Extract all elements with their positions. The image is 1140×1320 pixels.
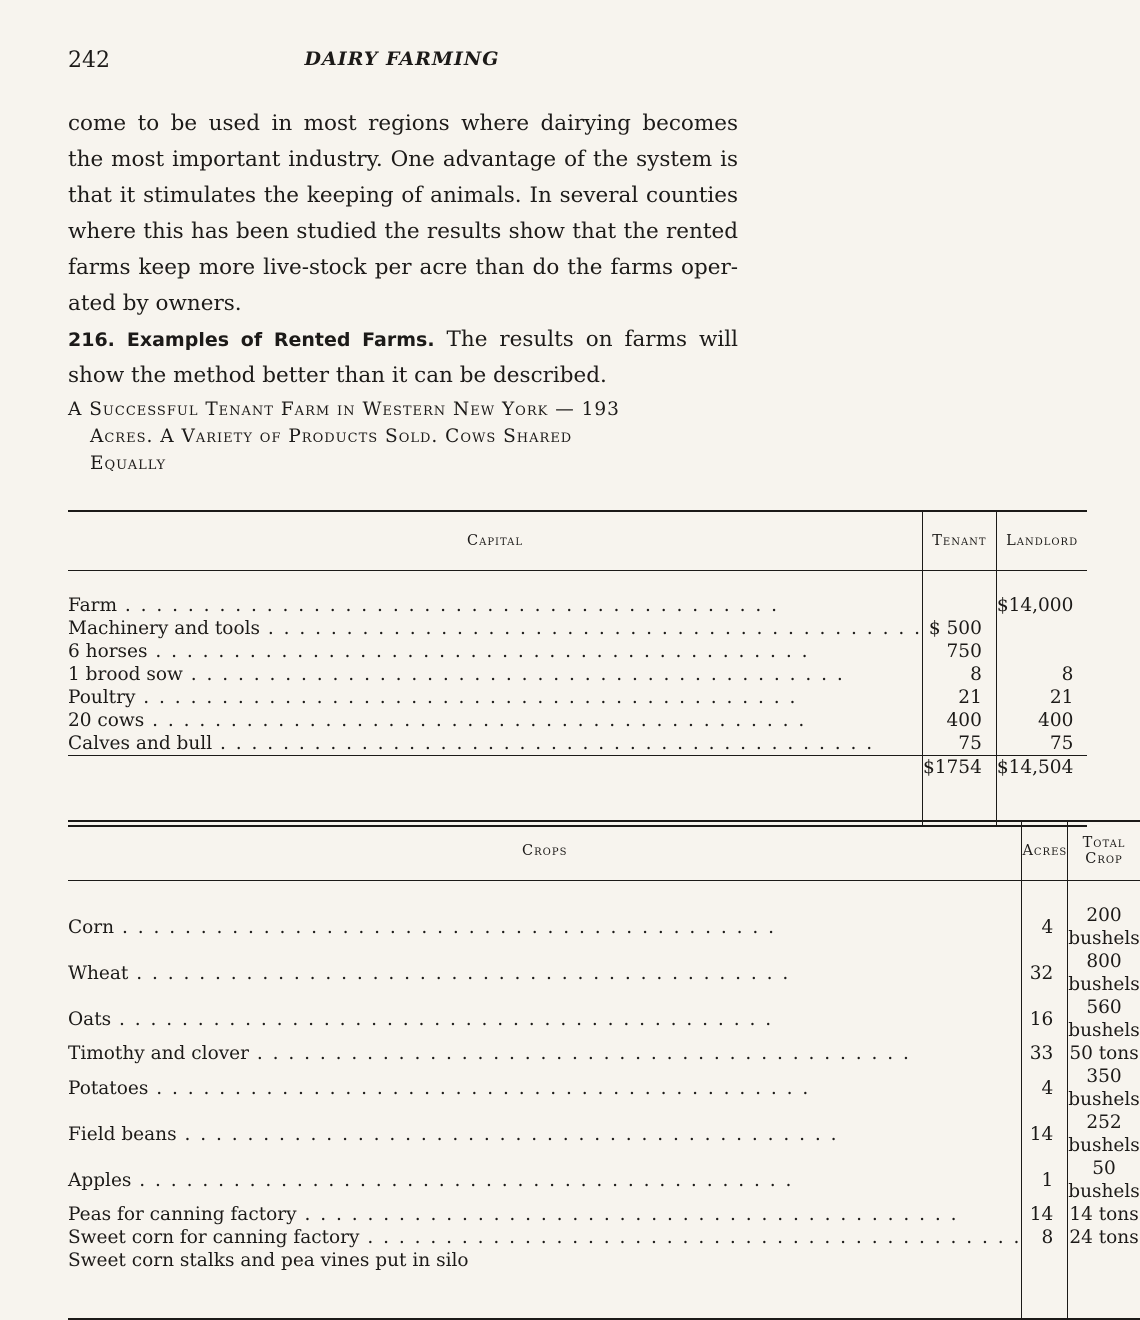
crop-label: Peas for canning factory bbox=[68, 1204, 297, 1225]
dot-leader bbox=[177, 1124, 839, 1145]
total-crop-value: 14 tons bbox=[1069, 1204, 1139, 1225]
landlord-value bbox=[996, 640, 1087, 663]
totals-row bbox=[68, 756, 1087, 780]
total-crop-value: 24 tons bbox=[1069, 1227, 1139, 1248]
landlord-value bbox=[996, 617, 1087, 640]
dot-leader bbox=[111, 1009, 773, 1030]
item-label: Farm bbox=[68, 595, 117, 616]
capital-item bbox=[68, 663, 922, 686]
page-number: 242 bbox=[68, 48, 110, 73]
table-row bbox=[68, 1157, 1140, 1203]
total-landlord: $14,504 bbox=[996, 756, 1087, 780]
total-crop-value: 350 bushels bbox=[1068, 1066, 1140, 1110]
crop-label: Apples bbox=[68, 1169, 132, 1191]
table-row bbox=[68, 594, 1087, 617]
table-row bbox=[68, 617, 1087, 640]
crop-label: Corn bbox=[68, 916, 115, 938]
acres-value: 8 bbox=[1022, 1226, 1068, 1249]
total-crop-value: 200 bushels bbox=[1068, 905, 1140, 949]
dot-leader bbox=[297, 1204, 959, 1225]
item-label: Machinery and tools bbox=[68, 618, 260, 639]
total-crop-value bbox=[1068, 1249, 1140, 1272]
crop-item bbox=[68, 1042, 1022, 1065]
total-crop-value: 560 bushels bbox=[1068, 997, 1140, 1041]
tenant-value: 21 bbox=[922, 686, 996, 709]
acres-value: 4 bbox=[1022, 904, 1068, 950]
totals-label bbox=[68, 756, 922, 780]
dot-leader bbox=[135, 687, 797, 708]
table-row bbox=[68, 709, 1087, 732]
crop-label: Field beans bbox=[68, 1123, 177, 1145]
column-header-crops: Crops bbox=[68, 821, 1022, 881]
tenant-value bbox=[922, 594, 996, 617]
landlord-value: 400 bbox=[996, 709, 1087, 732]
acres-value: 14 bbox=[1022, 1203, 1068, 1226]
column-header-landlord: Landlord bbox=[996, 511, 1087, 571]
column-header-total-crop: Total Crop bbox=[1068, 821, 1140, 881]
crop-item bbox=[68, 1111, 1022, 1157]
dot-leader bbox=[183, 664, 845, 685]
crop-item bbox=[68, 1065, 1022, 1111]
crop-item bbox=[68, 1226, 1022, 1249]
dot-leader bbox=[359, 1227, 1021, 1248]
crop-item bbox=[68, 1249, 1022, 1272]
dot-leader bbox=[249, 1043, 911, 1064]
total-tenant: $1754 bbox=[922, 756, 996, 780]
caption-line: A Successful Tenant Farm in Western New York — 193 bbox=[68, 399, 620, 420]
acres-value: 33 bbox=[1022, 1042, 1068, 1065]
item-label: 20 cows bbox=[68, 710, 145, 731]
crop-label: Sweet corn for canning factory bbox=[68, 1227, 360, 1248]
table-row bbox=[68, 996, 1140, 1042]
table-row bbox=[68, 1226, 1140, 1249]
crop-item bbox=[68, 950, 1022, 996]
acres-value bbox=[1022, 1249, 1068, 1272]
paragraph: come to be used in most regions where dairying becomes the most important industry. One advantage of the system is that it stimulates the keeping of animals. In several counties where this has been studied the results show that the rented farms keep more live-stock per acre than do the farms oper-ated by owners. bbox=[68, 111, 738, 316]
table-row bbox=[68, 1203, 1140, 1226]
total-crop-value: 252 bushels bbox=[1068, 1112, 1140, 1156]
table-row bbox=[68, 686, 1087, 709]
capital-item bbox=[68, 732, 922, 756]
dot-leader bbox=[147, 641, 809, 662]
crop-label: Oats bbox=[68, 1008, 112, 1030]
total-crop-value: 50 bushels bbox=[1068, 1158, 1140, 1202]
item-label: 6 horses bbox=[68, 641, 148, 662]
capital-item bbox=[68, 709, 922, 732]
total-crop-value: 800 bushels bbox=[1068, 951, 1140, 995]
section-paragraph bbox=[68, 322, 738, 394]
table-row bbox=[68, 950, 1140, 996]
dot-leader bbox=[260, 618, 922, 639]
acres-value: 14 bbox=[1022, 1111, 1068, 1157]
tenant-value: 750 bbox=[922, 640, 996, 663]
table-row bbox=[68, 1249, 1140, 1272]
table-row bbox=[68, 663, 1087, 686]
item-label: 1 brood sow bbox=[68, 664, 183, 685]
total-crop-value: 50 tons bbox=[1069, 1043, 1139, 1064]
capital-table bbox=[68, 510, 1087, 827]
running-title: DAIRY FARMING bbox=[304, 48, 500, 70]
acres-value: 1 bbox=[1022, 1157, 1068, 1203]
crop-item bbox=[68, 1203, 1022, 1226]
caption-line: Equally bbox=[90, 453, 167, 474]
capital-item bbox=[68, 594, 922, 617]
table-row bbox=[68, 640, 1087, 663]
dot-leader bbox=[117, 595, 779, 616]
table-caption bbox=[68, 396, 768, 477]
acres-value: 16 bbox=[1022, 996, 1068, 1042]
crops-table bbox=[68, 820, 1140, 1320]
dot-leader bbox=[212, 733, 874, 754]
acres-value: 4 bbox=[1022, 1065, 1068, 1111]
tenant-value: $ 500 bbox=[922, 617, 996, 640]
crop-label: Potatoes bbox=[68, 1077, 149, 1099]
acres-value: 32 bbox=[1022, 950, 1068, 996]
dot-leader bbox=[144, 710, 806, 731]
item-label: Calves and bull bbox=[68, 733, 213, 754]
column-header-tenant: Tenant bbox=[922, 511, 996, 571]
table-row bbox=[68, 1042, 1140, 1065]
column-header-acres: Acres bbox=[1022, 821, 1068, 881]
crops-table-body bbox=[68, 881, 1140, 1273]
capital-item bbox=[68, 617, 922, 640]
tenant-value: 8 bbox=[922, 663, 996, 686]
crop-item bbox=[68, 996, 1022, 1042]
section-title: Examples of Rented Farms. bbox=[126, 329, 435, 351]
section-number: 216. bbox=[68, 329, 115, 351]
page-header bbox=[68, 48, 736, 78]
dot-leader bbox=[128, 963, 790, 984]
section-text: The results on farms will show the method better than it can be described. bbox=[68, 327, 738, 388]
tenant-value: 400 bbox=[922, 709, 996, 732]
capital-item bbox=[68, 686, 922, 709]
caption-line: Acres. A Variety of Products Sold. Cows Shared bbox=[90, 426, 573, 447]
dot-leader bbox=[148, 1078, 810, 1099]
capital-item bbox=[68, 640, 922, 663]
column-header-capital: Capital bbox=[68, 511, 922, 571]
landlord-value: 75 bbox=[996, 732, 1087, 756]
crop-label: Wheat bbox=[68, 962, 129, 984]
item-label: Poultry bbox=[68, 687, 136, 708]
dot-leader bbox=[114, 917, 776, 938]
table-row bbox=[68, 1111, 1140, 1157]
landlord-value: $14,000 bbox=[996, 594, 1087, 617]
landlord-value: 21 bbox=[996, 686, 1087, 709]
capital-table-body bbox=[68, 571, 1087, 756]
landlord-value: 8 bbox=[996, 663, 1087, 686]
tenant-value: 75 bbox=[922, 732, 996, 756]
table-row bbox=[68, 1065, 1140, 1111]
crop-label: Sweet corn stalks and pea vines put in silo bbox=[68, 1250, 469, 1271]
dot-leader bbox=[131, 1170, 793, 1191]
table-row bbox=[68, 732, 1087, 756]
body-text bbox=[68, 106, 738, 394]
table-row bbox=[68, 904, 1140, 950]
crop-item bbox=[68, 904, 1022, 950]
crop-label: Timothy and clover bbox=[68, 1043, 249, 1064]
crop-item bbox=[68, 1157, 1022, 1203]
